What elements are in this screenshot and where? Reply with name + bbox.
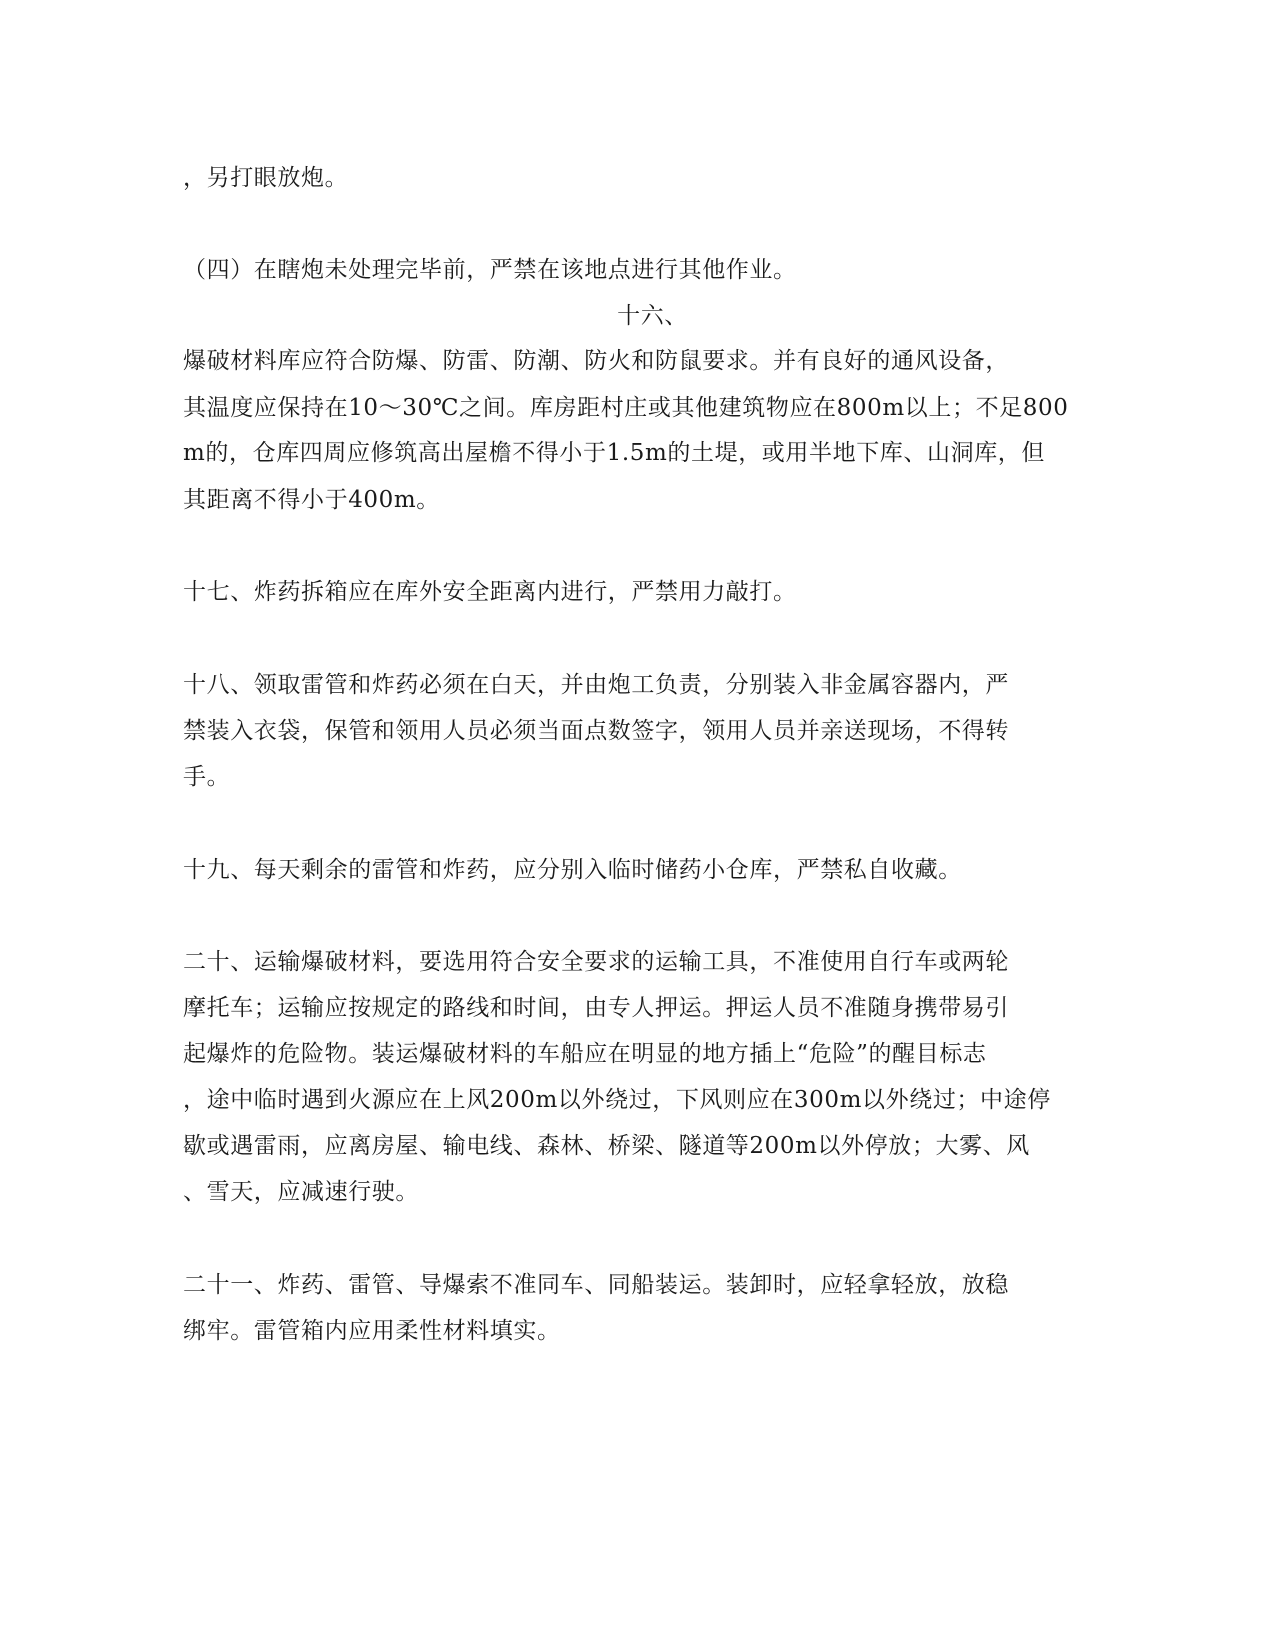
text-line: （四）在瞎炮未处理完毕前，严禁在该地点进行其他作业。 <box>183 257 797 283</box>
text-line: 摩托车；运输应按规定的路线和时间，由专人押运。押运人员不准随身携带易引 <box>183 995 1009 1021</box>
text-line: 十七、炸药拆箱应在库外安全距离内进行，严禁用力敲打。 <box>183 579 797 605</box>
text-line: 十八、领取雷管和炸药必须在白天，并由炮工负责，分别装入非金属容器内，严 <box>183 672 1009 698</box>
text-line: ，途中临时遇到火源应在上风200m以外绕过，下风则应在300m以外绕过；中途停 <box>183 1087 1051 1113</box>
text-line: 十九、每天剩余的雷管和炸药，应分别入临时储药小仓库，严禁私自收藏。 <box>183 857 962 883</box>
text-line: 其温度应保持在10～30℃之间。库房距村庄或其他建筑物应在800m以上；不足800 <box>183 395 1069 421</box>
text-line: 禁装入衣袋，保管和领用人员必须当面点数签字，领用人员并亲送现场，不得转 <box>183 718 1009 744</box>
text-line: 手。 <box>183 764 231 790</box>
text-line: 起爆炸的危险物。装运爆破材料的车船应在明显的地方插上“危险”的醒目标志 <box>183 1041 987 1067</box>
section-heading: 十六、 <box>617 303 688 329</box>
text-line: 二十一、炸药、雷管、导爆索不准同车、同船装运。装卸时，应轻拿轻放，放稳 <box>183 1272 1009 1298</box>
text-line: 其距离不得小于400m。 <box>183 487 440 513</box>
text-line: 绑牢。雷管箱内应用柔性材料填实。 <box>183 1318 561 1344</box>
text-line: 二十、运输爆破材料，要选用符合安全要求的运输工具，不准使用自行车或两轮 <box>183 949 1009 975</box>
text-line: 爆破材料库应符合防爆、防雷、防潮、防火和防鼠要求。并有良好的通风设备， <box>183 348 1009 374</box>
text-line: 、雪天，应减速行驶。 <box>183 1179 419 1205</box>
text-line: m的，仓库四周应修筑高出屋檐不得小于1.5m的土堤，或用半地下库、山洞库，但 <box>183 440 1045 466</box>
text-line: ，另打眼放炮。 <box>183 165 349 191</box>
text-line: 歇或遇雷雨，应离房屋、输电线、森林、桥梁、隧道等200m以外停放；大雾、风 <box>183 1133 1030 1159</box>
